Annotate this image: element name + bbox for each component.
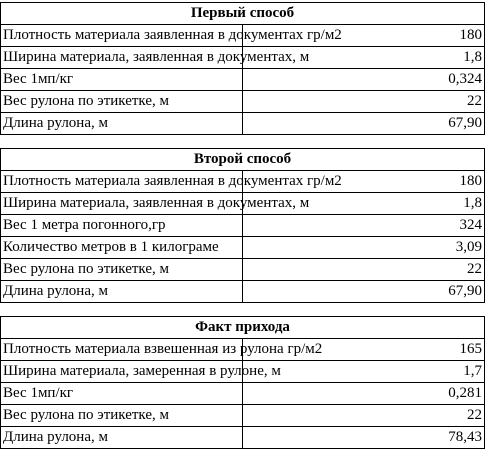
row-value: 67,90 <box>243 113 485 135</box>
table-row <box>1 47 485 69</box>
row-label: Вес рулона по этикетке, м <box>1 405 243 427</box>
row-value: 165 <box>243 339 485 361</box>
section-title: Первый способ <box>1 3 485 25</box>
table-row <box>1 259 485 281</box>
row-label: Ширина материала, заявленная в документах, м <box>1 193 243 215</box>
row-value: 1,7 <box>243 361 485 383</box>
row-label: Вес рулона по этикетке, м <box>1 91 243 113</box>
section-header-row <box>1 149 485 171</box>
section-header-row <box>1 3 485 25</box>
row-value: 78,43 <box>243 427 485 449</box>
row-value: 3,09 <box>243 237 485 259</box>
row-value: 1,8 <box>243 47 485 69</box>
table-row <box>1 405 485 427</box>
table-row <box>1 171 485 193</box>
table-row <box>1 215 485 237</box>
row-value: 0,324 <box>243 69 485 91</box>
row-label: Плотность материала взвешенная из рулона гр/м2 <box>1 339 243 361</box>
table-row <box>1 339 485 361</box>
table-row <box>1 113 485 135</box>
section-title: Второй способ <box>1 149 485 171</box>
row-label: Вес рулона по этикетке, м <box>1 259 243 281</box>
row-value: 22 <box>243 405 485 427</box>
table-actual-receipt <box>0 316 485 449</box>
section-header-row <box>1 317 485 339</box>
table-row <box>1 193 485 215</box>
row-label: Вес 1мп/кг <box>1 69 243 91</box>
row-label: Плотность материала заявленная в документах гр/м2 <box>1 25 243 47</box>
row-value: 324 <box>243 215 485 237</box>
table-row <box>1 427 485 449</box>
row-value: 0,281 <box>243 383 485 405</box>
row-value: 180 <box>243 25 485 47</box>
row-label: Ширина материала, заявленная в документах, м <box>1 47 243 69</box>
row-label: Длина рулона, м <box>1 281 243 303</box>
row-label: Длина рулона, м <box>1 113 243 135</box>
table-row <box>1 25 485 47</box>
table-first-method <box>0 2 485 135</box>
row-value: 67,90 <box>243 281 485 303</box>
section-title: Факт прихода <box>1 317 485 339</box>
table-row <box>1 237 485 259</box>
row-value: 22 <box>243 91 485 113</box>
table-row <box>1 361 485 383</box>
row-label: Вес 1мп/кг <box>1 383 243 405</box>
row-label: Плотность материала заявленная в документах гр/м2 <box>1 171 243 193</box>
table-second-method <box>0 148 485 303</box>
table-row <box>1 281 485 303</box>
row-value: 180 <box>243 171 485 193</box>
table-row <box>1 69 485 91</box>
row-label: Количество метров в 1 килограме <box>1 237 243 259</box>
row-label: Вес 1 метра погонного,гр <box>1 215 243 237</box>
row-label: Длина рулона, м <box>1 427 243 449</box>
row-value: 1,8 <box>243 193 485 215</box>
row-value: 22 <box>243 259 485 281</box>
table-row <box>1 383 485 405</box>
row-label: Ширина материала, замеренная в рулоне, м <box>1 361 243 383</box>
table-row <box>1 91 485 113</box>
